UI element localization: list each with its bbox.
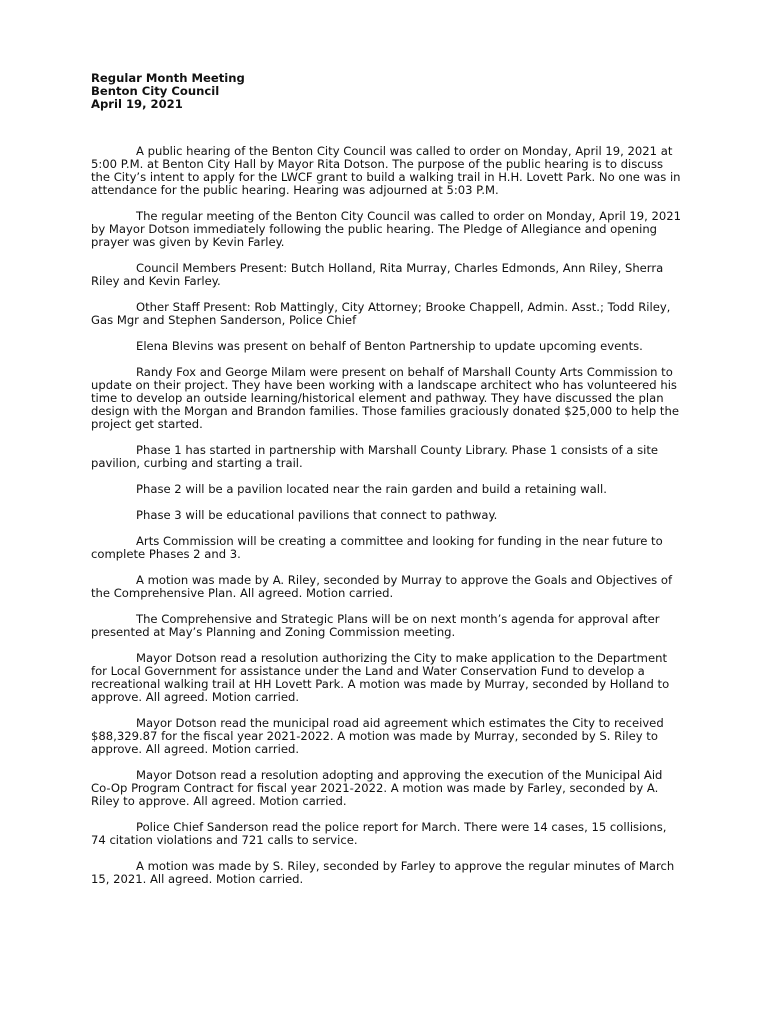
meeting-type: Regular Month Meeting bbox=[91, 71, 245, 85]
council-name: Benton City Council bbox=[91, 84, 220, 98]
paragraph-phase-1: Phase 1 has started in partnership with Marshall County Library. Phase 1 consists of a site pavilion, curbing and starting a trail. bbox=[91, 443, 659, 470]
paragraph-plans-agenda: The Comprehensive and Strategic Plans will be on next month’s agenda for approval after presented at May’s Planning and Zoning Commission meeting. bbox=[91, 612, 660, 639]
paragraph-police-report: Police Chief Sanderson read the police report for March. There were 14 cases, 15 collisions, 74 citation violations and 721 calls to service. bbox=[91, 820, 667, 847]
paragraph-public-hearing: A public hearing of the Benton City Council was called to order on Monday, April 19, 2021 at 5:00 P.M. at Benton City Hall by Mayor Rita Dotson. The purpose of the public hearing is to discuss the City’s intent to apply for the LWCF grant to build a walking trail in H.H. Lovett Park. No one was in attendance for the public hearing. Hearing was adjourned at 5:03 P.M. bbox=[91, 144, 681, 197]
paragraph-arts-committee: Arts Commission will be creating a committee and looking for funding in the near future to complete Phases 2 and 3. bbox=[91, 534, 663, 561]
paragraph-comprehensive-plan-motion: A motion was made by A. Riley, seconded by Murray to approve the Goals and Objectives of the Comprehensive Plan. All agreed. Motion carried. bbox=[91, 573, 673, 600]
paragraph-staff-present: Other Staff Present: Rob Mattingly, City Attorney; Brooke Chappell, Admin. Asst.; Todd Riley, Gas Mgr and Stephen Sanderson, Police Chief bbox=[91, 300, 671, 327]
paragraph-arts-commission: Randy Fox and George Milam were present on behalf of Marshall County Arts Commission to update on their project. They have been working with a landscape architect who has volunteered his time to develop an outside learning/historical element and pathway. They have discussed the plan design with the Morgan and Brandon families. Those families graciously donated $25,000 to help the project get started. bbox=[91, 365, 679, 431]
paragraph-phase-3: Phase 3 will be educational pavilions that connect to pathway. bbox=[136, 508, 498, 522]
paragraph-benton-partnership: Elena Blevins was present on behalf of Benton Partnership to update upcoming events. bbox=[136, 339, 643, 353]
meeting-date: April 19, 2021 bbox=[91, 97, 183, 111]
paragraph-road-aid: Mayor Dotson read the municipal road aid agreement which estimates the City to received $88,329.87 for the fiscal year 2021-2022. A motion was made by Murray, seconded by S. Riley to approve. All agreed. Motion carried. bbox=[91, 716, 664, 756]
paragraph-lwcf-resolution: Mayor Dotson read a resolution authorizing the City to make application to the Department for Local Government for assistance under the Land and Water Conservation Fund to develop a recreational walking trail at HH Lovett Park. A motion was made by Murray, seconded by Holland to approve. All agreed. Motion carried. bbox=[91, 651, 670, 704]
paragraph-municipal-aid: Mayor Dotson read a resolution adopting and approving the execution of the Municipal Aid Co-Op Program Contract for fiscal year 2021-2022. A motion was made by Farley, seconded by A. Riley to approve. All agreed. Motion carried. bbox=[91, 768, 663, 808]
document-page bbox=[91, 72, 683, 899]
document-header bbox=[91, 72, 683, 111]
paragraph-phase-2: Phase 2 will be a pavilion located near the rain garden and build a retaining wall. bbox=[136, 482, 607, 496]
paragraph-members-present: Council Members Present: Butch Holland, Rita Murray, Charles Edmonds, Ann Riley, Sherra Riley and Kevin Farley. bbox=[91, 261, 664, 288]
paragraph-call-to-order: The regular meeting of the Benton City Council was called to order on Monday, April 19, 2021 by Mayor Dotson immediately following the public hearing. The Pledge of Allegiance and opening prayer was given by Kevin Farley. bbox=[91, 209, 681, 249]
paragraph-minutes-approval: A motion was made by S. Riley, seconded by Farley to approve the regular minutes of March 15, 2021. All agreed. Motion carried. bbox=[91, 859, 675, 886]
